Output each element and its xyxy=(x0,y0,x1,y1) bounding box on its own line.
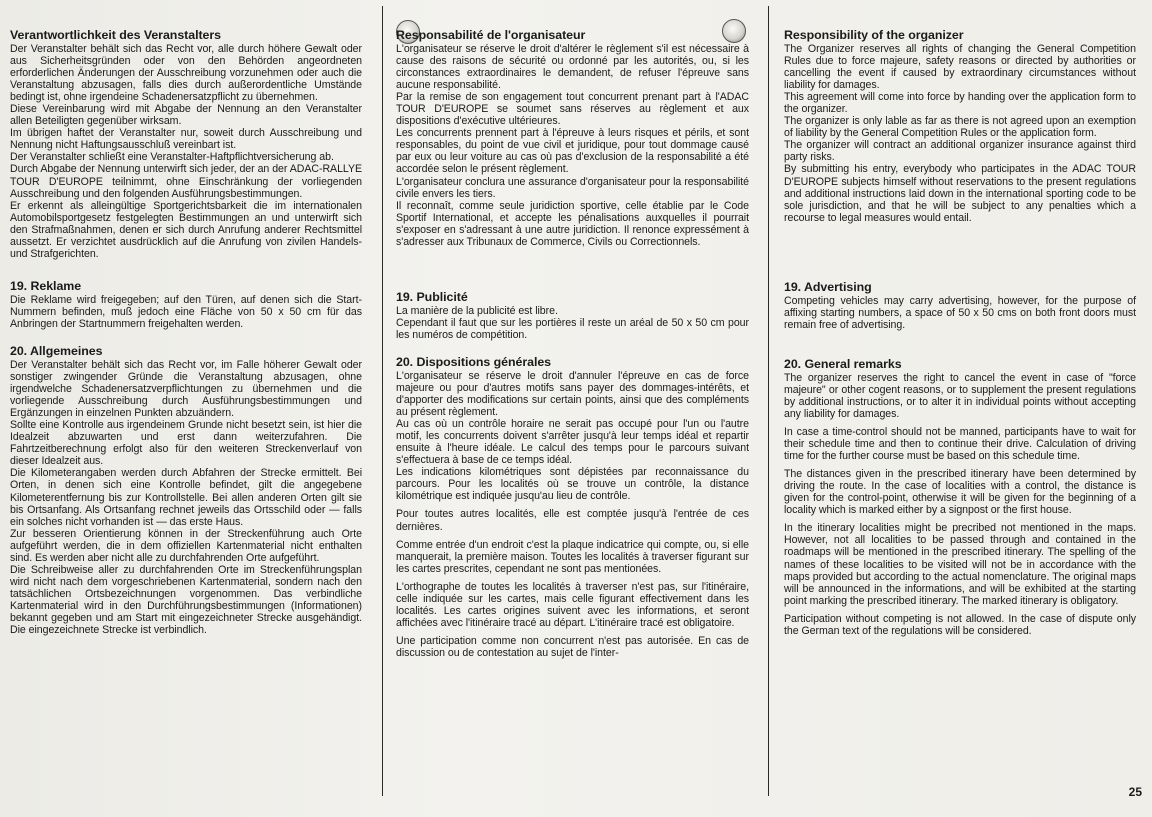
paragraph: Une participation comme non concurrent n'est pas autorisée. En cas de discussion ou de contestation au sujet de l'inter- xyxy=(396,634,749,659)
fr-responsibility-heading: Responsabilité de l'organisateur xyxy=(396,28,586,42)
paragraph: The organizer is only lable as far as there is not agreed upon an exemption of liability by the General Competition Rules or the application form. xyxy=(784,115,1136,140)
paragraph: Der Veranstalter schließt eine Veranstalter-Haftpflichtversicherung ab. xyxy=(10,151,334,164)
column-divider-right xyxy=(768,6,769,796)
paragraph: Par la remise de son engagement tout concurrent prenant part à l'ADAC TOUR D'EUROPE se soumet sans réserves au règlement et aux dispositions d'exécutive ultérieures. xyxy=(396,91,749,128)
paragraph: The distances given in the prescribed itinerary have been determined by driving the route. In the case of localities with a control, the distance is given for the control-point, otherwise it will be given for the beginning of a locality which is marked either by a signpost or the first house. xyxy=(784,468,1136,517)
de-advertising-section xyxy=(10,279,362,330)
german-column xyxy=(10,28,362,636)
paragraph: Diese Vereinbarung wird mit Abgabe der Nennung an den Veranstalter allen Beteiligten gegenüber wirksam. xyxy=(10,103,362,128)
paragraph: Pour toutes autres localités, elle est comptée jusqu'à l'entrée de ces dernières. xyxy=(396,508,749,533)
paragraph: Der Veranstalter behält sich das Recht vor, im Falle höherer Gewalt oder sonstiger zwingender Gründe die Veranstaltung abzusagen, ohne irgendwelche Schadenersatzverpflichtungen zu übernehmen und die vorliegende Ausschreibung durch Ausführungsbestimmungen und Ergänzungen in einzelnen Punkten abzuändern. xyxy=(10,358,362,420)
en-responsibility-section xyxy=(784,28,1136,224)
paragraph: Cependant il faut que sur les portières il reste un aréal de 50 x 50 cm pour les numéros de compétition. xyxy=(396,316,749,341)
paragraph: Comme entrée d'un endroit c'est la plaque indicatrice qui compte, ou, si elle manquerait, la première maison. Toutes les localités à traverser figurant sur les cartes prescrites, cependant ne sont pas mentionées. xyxy=(396,538,749,575)
paragraph: Die Schreibweise aller zu durchfahrenden Orte im Streckenführungsplan wird nicht nach dem vorgeschriebenen Kartenmaterial, sondern nach den tatsächlichen Ortsbezeichnungen vorgenommen. Das verbindliche Kartenmaterial wird in den Durchführungsbestimmungen (Informationen) bekannt gegeben und am Start mit eingezeichneter Strecke ausgehändigt. Die eingezeichnete Strecke ist verbindlich. xyxy=(10,563,362,637)
en-advertising-section xyxy=(784,280,1136,331)
fr-responsibility-section xyxy=(396,28,749,248)
paragraph: Er erkennt als alleingültige Sportgerichtsbarkeit die im internationalen Automobilsportgesetz festgelegten Bestimmungen an und unterwirft sich den Strafmaßnahmen, denen er sich durch Anrufung anderer Rechtsmittel aussetzt. Er verzichtet ausdrücklich auf die Anrufung von zivilen Handels- und Strafgerichten. xyxy=(10,199,362,260)
paragraph: Les indications kilométriques sont dépistées par reconnaissance du parcours. Pour les localités où se trouve un contrôle, la distance kilométrique est indiquée jusqu'au lieu de contrôle. xyxy=(396,466,749,503)
column-divider-left xyxy=(382,6,383,796)
paragraph: L'organisateur se réserve le droit d'altérer le règlement s'il est nécessaire à cause des raisons de sécurité ou ordonné par les autorités, ou, si les circonstances extraordinaires le demandent, de refuser l'épreuve sans aucune responsabilité. xyxy=(396,43,749,92)
fr-general-heading: 20. Dispositions générales xyxy=(396,354,552,369)
paragraph: The organizer reserves the right to cancel the event in case of "force majeure" or other cogent reasons, or to supplement the present regulations by additional instructions, or to alter it in individual points without accepting any liability for damages. xyxy=(784,371,1136,420)
paragraph: La manière de la publicité est libre. xyxy=(396,304,558,317)
de-responsibility-heading: Verantwortlichkeit des Veranstalters xyxy=(10,28,222,42)
fr-general-section xyxy=(396,355,749,659)
paragraph: Die Reklame wird freigegeben; auf den Türen, auf denen sich die Start-Nummern befinden, muß jedoch eine Fläche von 50 x 50 cm für das Anbringen der Startnummern freigehalten werden. xyxy=(10,293,362,330)
en-general-section xyxy=(784,357,1136,637)
paragraph: L'orthographe de toutes les localités à traverser n'est pas, sur l'itinéraire, celle indiquée sur les cartes, mais celle figurant effectivement dans les localités. Les cartes origines suivent avec les informations, et seront affichées avec l'itinéraire tracé au départ. L'itinéraire tracé est obligatoire. xyxy=(396,580,749,629)
de-general-section xyxy=(10,344,362,636)
paragraph: Sollte eine Kontrolle aus irgendeinem Grunde nicht besetzt sein, ist hier die Idealzeit abzuwarten und erst dann weiterzufahren. Die Fahrtzeitberechnung erfolgt also für den weiteren Streckenverlauf von dieser Idealzeit aus. xyxy=(10,419,362,468)
paragraph: Die Kilometerangaben werden durch Abfahren der Strecke ermittelt. Bei Orten, in denen sich eine Kontrolle befindet, gilt die angegebene Kilometerentfernung bis zur Kontrollstelle. Bei allen anderen Orten gilt sie bis Ortsanfang. Als Ortsanfang rechnet jeweils das Ortsschild oder — falls ein solches nicht vorhanden ist — das erste Haus. xyxy=(10,467,362,528)
french-column xyxy=(396,28,749,659)
paragraph: In case a time-control should not be manned, participants have to wait for their schedule time and then to continue their drive. Calculation of driving time for the further course must be based on this schedule time. xyxy=(784,426,1136,463)
paragraph: The Organizer reserves all rights of changing the General Competition Rules due to force majeure, safety reasons or directed by authorities or cancelling the event if caused by extraordinary circumstances without liability for damages. xyxy=(784,43,1136,92)
en-responsibility-heading: Responsibility of the organizer xyxy=(784,28,964,42)
en-advertising-heading: 19. Advertising xyxy=(784,279,872,294)
de-advertising-heading: 19. Reklame xyxy=(10,278,82,293)
paragraph: The organizer will contract an additional organizer insurance against third party risks. xyxy=(784,139,1136,164)
fr-advertising-section xyxy=(396,290,749,341)
paragraph: Au cas où un contrôle horaire ne serait pas occupé pour l'un ou l'autre motif, les concurrents doivent s'arrêter jusqu'à leur temps idéal et repartir ensuite à l'heure idéale. Le calcul des temps pour le parcours suivant s'effectuera à base de ce temps idéal. xyxy=(396,418,749,467)
paragraph: Il reconnaît, comme seule juridiction sportive, celle établie par le Code Sportif International, et accepte les pénalisations auxquelles il pourrait s'exposer en s'adressant à une autre juridiction. Il renonce expressément à s'adresser aux Tribunaux de Commerce, Civils ou Correctionnels. xyxy=(396,199,749,248)
paragraph: L'organisateur se réserve le droit d'annuler l'épreuve en cas de force majeure ou pour d'autres motifs sans payer des dommages-intérêts, et d'apporter des modifications sur certain points, ainsi que des compléments au présent règlement. xyxy=(396,369,749,419)
paragraph: Der Veranstalter behält sich das Recht vor, alle durch höhere Gewalt oder aus Sicherheitsgründen oder von den Behörden angeordneten erforderlichen Änderungen der Ausschreibung vorzunehmen oder auch die Veranstaltung abzusagen, falls dies durch außerordentliche Umstände bedingt ist, ohne irgendeine Schadenersatzpflicht zu übernehmen. xyxy=(10,43,362,104)
paragraph: This agreement will come into force by handing over the application form to the organizer. xyxy=(784,91,1136,116)
paragraph: L'organisateur conclura une assurance d'organisateur pour la responsabilité civile envers les tiers. xyxy=(396,175,749,200)
page-number: 25 xyxy=(1128,785,1142,799)
fr-advertising-heading: 19. Publicité xyxy=(396,289,468,304)
en-general-heading: 20. General remarks xyxy=(784,356,902,371)
paragraph: Competing vehicles may carry advertising, however, for the purpose of affixing starting numbers, a space of 50 x 50 cms on both front doors must remain free of advertising. xyxy=(784,294,1136,331)
de-general-heading: 20. Allgemeines xyxy=(10,343,103,358)
paragraph: Zur besseren Orientierung können in der Streckenführung auch Orte aufgeführt werden, die in dem offiziellen Kartenmaterial nicht enthalten sind. Es werden aber nicht alle zu durchfahrenden Orte aufgeführt. xyxy=(10,527,362,564)
paragraph: Durch Abgabe der Nennung unterwirft sich jeder, der an der ADAC-RALLYE TOUR D'EUROPE teilnimmt, ohne Einschränkung der vorliegenden Ausschreibung und den folgenden Ausführungsbestimmungen. xyxy=(10,163,362,200)
paragraph: In the itinerary localities might be precribed not mentioned in the maps. However, not all localities to be passed through and contained in the roadmaps will be mentioned in the prescribed itinerary. The spelling of the names of these localities to be visited will not be in accordance with the maps provided but according to the actual nomenclature. The original maps will be announced in the informations, and will be exhibited at the starting point marking the prescribed itinerary. The marked itinerary is obligatory. xyxy=(784,522,1136,607)
paragraph: By submitting his entry, everybody who participates in the ADAC TOUR D'EUROPE subjects himself without reservations to the present regulations and additional instructions laid down in the international sporting code to be sole jurisdiction, and that he will be subject to any penalties which a recourse to legal measures would entail. xyxy=(784,163,1136,224)
english-column xyxy=(784,28,1136,637)
paragraph: Im übrigen haftet der Veranstalter nur, soweit durch Ausschreibung und Nennung nicht Haftungsausschluß vereinbart ist. xyxy=(10,127,362,152)
paragraph: Participation without competing is not allowed. In the case of dispute only the German text of the regulations will be considered. xyxy=(784,612,1136,637)
de-responsibility-section xyxy=(10,28,362,260)
paragraph: Les concurrents prennent part à l'épreuve à leurs risques et périls, et sont responsables, du point de vue civil et juridique, pour tout dommage causé par eux ou leur voiture au cas où pas d'exclusion de la responsabilité a été accordée selon le présent règlement. xyxy=(396,127,749,176)
